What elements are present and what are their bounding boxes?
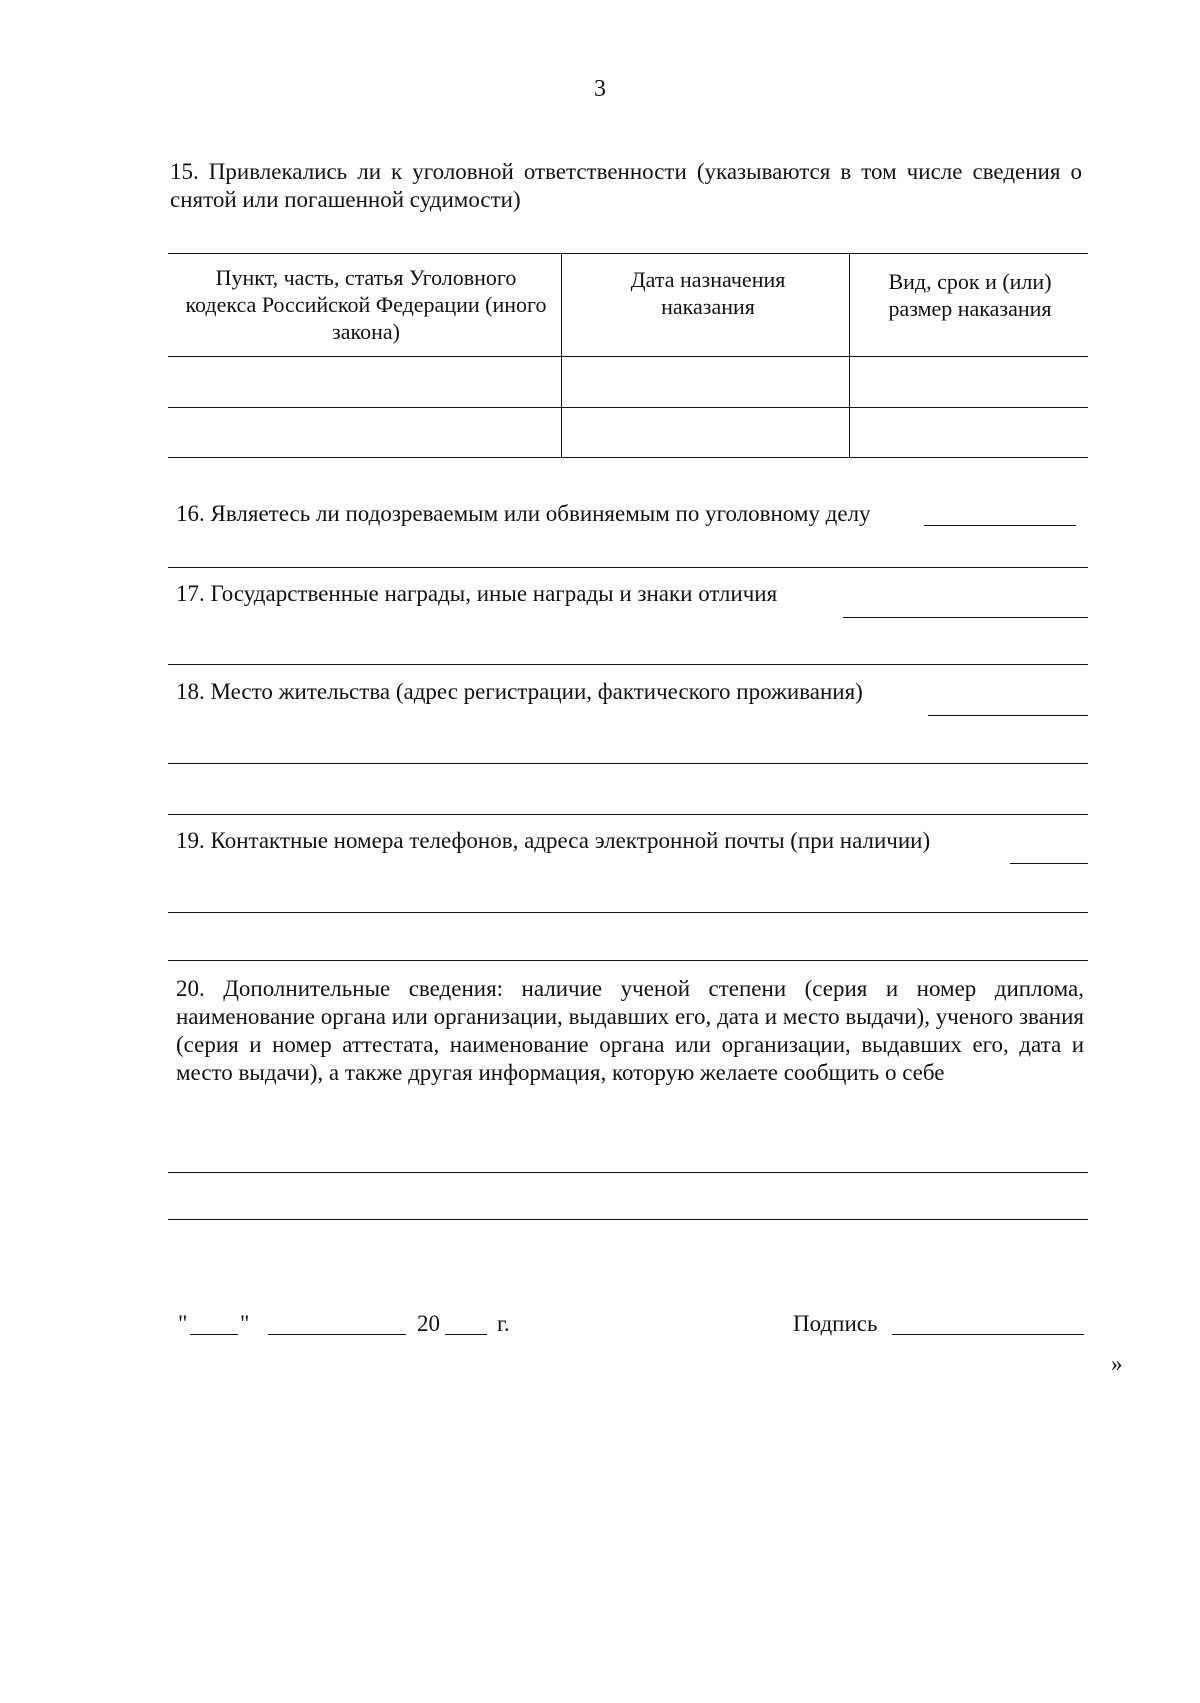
table-column-divider-1 — [561, 253, 562, 457]
answer-17-line[interactable] — [168, 664, 1088, 665]
table-row-1-bottom-border — [168, 407, 1088, 408]
date-quote-open: " — [178, 1311, 188, 1336]
answer-19-line[interactable] — [168, 912, 1088, 913]
answer-17-line-inline[interactable] — [843, 617, 1088, 618]
answer-16-line[interactable] — [168, 567, 1088, 568]
closing-quote-mark: » — [1111, 1351, 1123, 1376]
table-row-2-bottom-border — [168, 457, 1088, 458]
date-year-suffix: г. — [497, 1311, 510, 1336]
signature-label: Подпись — [793, 1311, 878, 1336]
answer-18-line[interactable] — [168, 763, 1088, 764]
page-number: 3 — [594, 76, 606, 102]
question-15-text: 15. Привлекались ли к уголовной ответственности (указываются в том числе сведения о снятой или погашенной судимости) — [170, 159, 1082, 212]
date-quote-close: " — [240, 1311, 250, 1336]
question-17-text: 17. Государственные награды, иные награды и знаки отличия — [176, 581, 778, 606]
date-year-prefix: 20 — [417, 1311, 440, 1336]
table-cell-article[interactable] — [170, 360, 555, 404]
answer-16-line-inline[interactable] — [924, 525, 1076, 526]
answer-18-line[interactable] — [168, 814, 1088, 815]
table-header-article: Пункт, часть, статья Уголовного кодекса Российской Федерации (иного закона) — [185, 265, 547, 344]
answer-20-line[interactable] — [168, 1219, 1088, 1220]
question-16-text: 16. Являетесь ли подозреваемым или обвиняемым по уголовному делу — [176, 501, 871, 526]
question-20-text: 20. Дополнительные сведения: наличие ученой степени (серия и номер диплома, наименование органа или организации, выдавших его, дата и место выдачи), ученого звания (серия и номер аттестата, наименование органа или организации, выдавших его, дата и место выдачи), а также другая информация, которую желаете сообщить о себе — [176, 976, 1084, 1085]
answer-20-line[interactable] — [168, 1172, 1088, 1173]
answer-19-line-inline[interactable] — [1010, 863, 1088, 864]
question-19-text: 19. Контактные номера телефонов, адреса электронной почты (при наличии) — [176, 828, 931, 853]
question-18-text: 18. Место жительства (адрес регистрации, фактического проживания) — [176, 679, 863, 704]
table-header-bottom-border — [168, 356, 1088, 357]
table-cell-date[interactable] — [565, 360, 845, 404]
table-cell-article[interactable] — [170, 410, 555, 454]
table-top-border — [168, 253, 1088, 254]
date-day-line[interactable] — [190, 1334, 238, 1335]
table-cell-date[interactable] — [565, 410, 845, 454]
signature-line[interactable] — [892, 1334, 1084, 1335]
table-header-date: Дата назначения наказания — [630, 267, 786, 319]
table-cell-punishment[interactable] — [853, 410, 1085, 454]
table-cell-punishment[interactable] — [853, 360, 1085, 404]
table-header-punishment: Вид, срок и (или) размер наказания — [888, 269, 1052, 321]
date-year-line[interactable] — [445, 1334, 487, 1335]
answer-19-line[interactable] — [168, 960, 1088, 961]
table-column-divider-2 — [849, 253, 850, 457]
date-month-line[interactable] — [268, 1334, 406, 1335]
answer-18-line-inline[interactable] — [928, 715, 1088, 716]
